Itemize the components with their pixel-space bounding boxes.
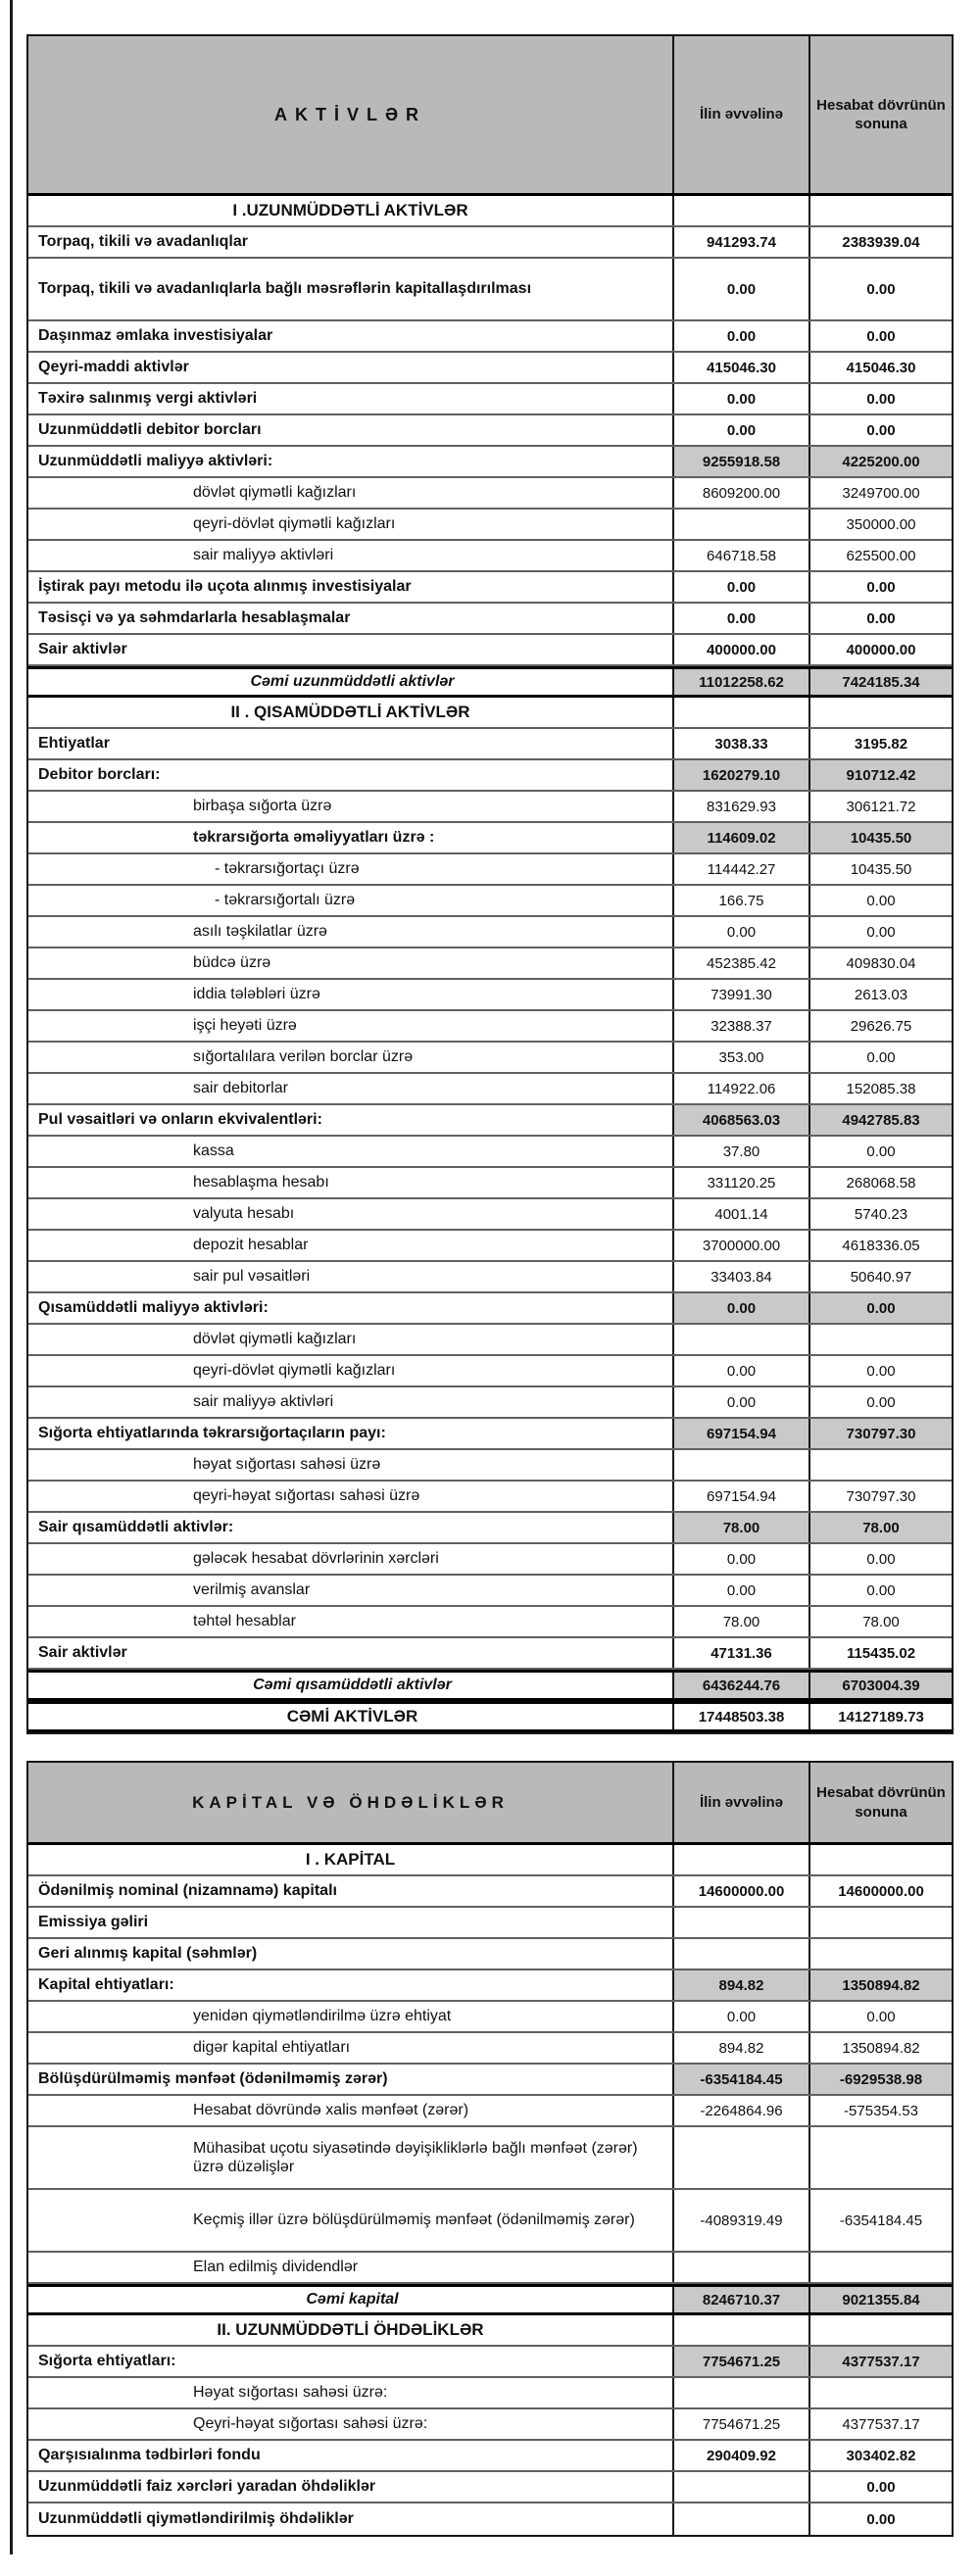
value-cell-year-start [674, 2315, 810, 2345]
value-cell-year-start: 831629.93 [674, 792, 810, 821]
table-row [28, 666, 952, 698]
row-label: digər kapital ehtiyatları [28, 2033, 674, 2063]
row-label: Emissiya gəliri [28, 1908, 674, 1937]
table-row [28, 1701, 952, 1732]
value-cell-period-end: 409830.04 [846, 954, 916, 972]
row-label: qeyri-dövlət qiymətli kağızları [28, 1356, 674, 1385]
row-label: işçi heyəti üzrə [28, 1011, 674, 1041]
row-label: Həyat sığortası sahəsi üzrə: [28, 2378, 674, 2407]
value-cell-period-end: -575354.53 [844, 2102, 918, 2119]
value-cell-year-start: 452385.42 [674, 948, 810, 978]
page-left-border-line [10, 0, 13, 2554]
value-cell-period-end: 29626.75 [850, 1017, 912, 1035]
row-label: CƏMİ AKTİVLƏR [28, 1704, 674, 1729]
equity-liabilities-table-body [28, 1845, 952, 2535]
row-label: depozit hesablar [28, 1231, 674, 1260]
table-row [28, 1908, 952, 1939]
table-row [28, 2127, 952, 2190]
value-cell-period-end: 0.00 [866, 1550, 896, 1568]
table-row [28, 353, 952, 384]
value-cell-year-start [674, 196, 810, 225]
value-cell-period-end: 14127189.73 [838, 1708, 924, 1725]
value-cell-year-start: 4001.14 [674, 1199, 810, 1229]
assets-table-title: AKTİVLƏR [28, 36, 674, 193]
value-cell-period-end: 0.00 [866, 892, 896, 909]
table-row [28, 1845, 952, 1876]
equity-liabilities-table-header-row [28, 1763, 952, 1845]
value-cell-period-end: 0.00 [866, 1393, 896, 1411]
value-cell-period-end: 50640.97 [850, 1268, 912, 1286]
table-row [28, 886, 952, 917]
row-label: Sair aktivlər [28, 635, 674, 664]
value-cell-year-start: 353.00 [674, 1043, 810, 1072]
value-cell-year-start [674, 1450, 810, 1480]
value-cell-period-end [810, 2253, 952, 2282]
value-cell-period-end: 1350894.82 [842, 2039, 920, 2057]
table-row [28, 1513, 952, 1544]
value-cell-year-start [674, 2253, 810, 2282]
assets-table-body [28, 196, 952, 1732]
table-row [28, 854, 952, 886]
value-cell-period-end: 0.00 [866, 421, 896, 439]
value-cell-period-end: 0.00 [810, 1293, 952, 1323]
table-row [28, 1325, 952, 1356]
value-cell-year-start: 331120.25 [674, 1168, 810, 1197]
table-row [28, 948, 952, 980]
table-row [28, 1043, 952, 1074]
value-cell-year-start [674, 2472, 810, 2502]
row-label: təhtəl hesablar [28, 1607, 674, 1636]
value-cell-period-end [810, 698, 952, 727]
row-label: sair maliyyə aktivləri [28, 1387, 674, 1417]
value-cell-period-end: 415046.30 [846, 359, 916, 376]
value-cell-year-start: 0.00 [674, 1293, 810, 1323]
value-cell-year-start: 697154.94 [674, 1482, 810, 1511]
value-cell-year-start: 11012258.62 [674, 669, 810, 695]
table-row [28, 1638, 952, 1670]
row-label: qeyri-dövlət qiymətli kağızları [28, 510, 674, 539]
table-row [28, 1544, 952, 1576]
value-cell-year-start: 114442.27 [674, 854, 810, 884]
value-cell-period-end: 4942785.83 [810, 1105, 952, 1135]
row-label: büdcə üzrə [28, 948, 674, 978]
value-cell-year-start: 0.00 [674, 572, 810, 602]
value-cell-period-end: 0.00 [866, 2510, 896, 2528]
value-cell-period-end: 0.00 [866, 578, 896, 596]
value-cell-period-end: 303402.82 [846, 2447, 916, 2464]
value-cell-period-end: -6354184.45 [839, 2211, 923, 2229]
table-row [28, 510, 952, 541]
row-label: Elan edilmiş dividendlər [28, 2253, 674, 2282]
value-cell-period-end: 910712.42 [810, 760, 952, 790]
value-cell-period-end: 306121.72 [846, 798, 916, 815]
value-cell-period-end: 0.00 [866, 1362, 896, 1380]
value-cell-year-start: 0.00 [674, 321, 810, 351]
row-label: Uzunmüddətli faiz xərcləri yaradan öhdəliklər [28, 2472, 674, 2502]
row-label: Qarşısıalınma tədbirləri fondu [28, 2441, 674, 2470]
value-cell-year-start [674, 2127, 810, 2188]
row-label: İştirak payı metodu ilə uçota alınmış investisiyalar [28, 572, 674, 602]
table-row [28, 2033, 952, 2065]
value-cell-year-start: 0.00 [674, 384, 810, 413]
value-cell-period-end [810, 1325, 952, 1354]
row-label: Sair qısamüddətli aktivlər: [28, 1513, 674, 1542]
row-label: I .UZUNMÜDDƏTLİ AKTİVLƏR [28, 196, 674, 225]
value-cell-period-end: 78.00 [862, 1613, 900, 1630]
row-label: sığortalılara verilən borclar üzrə [28, 1043, 674, 1072]
table-row [28, 2284, 952, 2315]
value-cell-year-start: 7754671.25 [674, 2409, 810, 2439]
table-row [28, 384, 952, 415]
table-row [28, 760, 952, 792]
equity-liabilities-table-title: KAPİTAL VƏ ÖHDƏLİKLƏR [28, 1763, 674, 1842]
value-cell-year-start: 0.00 [674, 1356, 810, 1385]
row-label: Cəmi uzunmüddətli aktivlər [28, 669, 674, 695]
value-cell-period-end: 3195.82 [854, 735, 908, 753]
row-label: dövlət qiymətli kağızları [28, 1325, 674, 1354]
table-row [28, 415, 952, 447]
row-label: Torpaq, tikili və avadanlıqlar [28, 227, 674, 257]
table-row [28, 698, 952, 729]
row-label: birbaşa sığorta üzrə [28, 792, 674, 821]
value-cell-year-start: 4068563.03 [674, 1105, 810, 1135]
value-cell-year-start: 47131.36 [674, 1638, 810, 1668]
value-cell-year-start: 697154.94 [674, 1419, 810, 1448]
table-row [28, 792, 952, 823]
value-cell-period-end [810, 2315, 952, 2345]
value-cell-period-end: 350000.00 [846, 515, 916, 533]
row-label: valyuta hesabı [28, 1199, 674, 1229]
table-row [28, 1450, 952, 1482]
table-row [28, 1482, 952, 1513]
row-label: Geri alınmış kapital (səhmlər) [28, 1939, 674, 1968]
table-row [28, 227, 952, 259]
col-header-year-start: İlin əvvəlinə [674, 36, 810, 193]
value-cell-period-end: 5740.23 [854, 1205, 908, 1223]
row-label: sair debitorlar [28, 1074, 674, 1103]
row-label: Təsisçi və ya səhmdarlarla hesablaşmalar [28, 604, 674, 633]
row-label: iddia tələbləri üzrə [28, 980, 674, 1009]
value-cell-period-end: 6703004.39 [810, 1673, 952, 1698]
value-cell-year-start: 0.00 [674, 917, 810, 947]
table-row [28, 2253, 952, 2284]
value-cell-year-start [674, 1325, 810, 1354]
table-row [28, 2503, 952, 2535]
value-cell-year-start: 8609200.00 [674, 478, 810, 508]
value-cell-year-start: 400000.00 [674, 635, 810, 664]
value-cell-year-start: 9255918.58 [674, 447, 810, 476]
value-cell-period-end [810, 196, 952, 225]
value-cell-year-start: -4089319.49 [674, 2190, 810, 2251]
table-row [28, 917, 952, 948]
value-cell-year-start: 894.82 [674, 1970, 810, 2000]
value-cell-year-start: 0.00 [674, 2002, 810, 2031]
table-row [28, 2190, 952, 2253]
value-cell-period-end [810, 2378, 952, 2407]
row-label: II. UZUNMÜDDƏTLİ ÖHDƏLİKLƏR [28, 2315, 674, 2345]
table-row [28, 478, 952, 510]
row-label: Sair aktivlər [28, 1638, 674, 1668]
value-cell-period-end: 10435.50 [810, 823, 952, 852]
row-label: verilmiş avanslar [28, 1576, 674, 1605]
table-row [28, 2002, 952, 2033]
value-cell-year-start: 7754671.25 [674, 2347, 810, 2376]
table-row [28, 1970, 952, 2002]
col-header-period-end: Hesabat dövrünün sonuna [816, 96, 946, 132]
row-label: qeyri-həyat sığortası sahəsi üzrə [28, 1482, 674, 1511]
table-row [28, 1607, 952, 1638]
value-cell-period-end: 3249700.00 [842, 484, 920, 502]
value-cell-period-end: 78.00 [810, 1513, 952, 1542]
value-cell-period-end: 1350894.82 [810, 1970, 952, 2000]
assets-table-header-row [28, 36, 952, 196]
table-row [28, 1262, 952, 1293]
table-row [28, 2065, 952, 2096]
row-label: təkrarsığorta əməliyyatları üzrə : [28, 823, 674, 852]
row-label: Qeyri-həyat sığortası sahəsi üzrə: [28, 2409, 674, 2439]
value-cell-period-end: 152085.38 [846, 1080, 916, 1097]
value-cell-year-start: 1620279.10 [674, 760, 810, 790]
table-row [28, 1199, 952, 1231]
table-row [28, 635, 952, 666]
row-label: Mühasibat uçotu siyasətində dəyişikliklərlə bağlı mənfəət (zərər) üzrə düzəlişlər [28, 2127, 674, 2188]
row-label: - təkrarsığortalı üzrə [28, 886, 674, 915]
value-cell-year-start: 415046.30 [674, 353, 810, 382]
value-cell-year-start: 0.00 [674, 259, 810, 319]
table-row [28, 2096, 952, 2127]
row-label: Cəmi qısamüddətli aktivlər [28, 1673, 674, 1698]
row-label: Torpaq, tikili və avadanlıqlarla bağlı məsrəflərin kapitallaşdırılması [28, 259, 674, 319]
value-cell-year-start: 941293.74 [674, 227, 810, 257]
value-cell-year-start: 290409.92 [674, 2441, 810, 2470]
value-cell-year-start: 114609.02 [674, 823, 810, 852]
value-cell-year-start: 0.00 [674, 1387, 810, 1417]
value-cell-period-end [810, 1845, 952, 1874]
value-cell-year-start [674, 2378, 810, 2407]
value-cell-period-end [810, 1939, 952, 1968]
value-cell-period-end: 115435.02 [846, 1644, 916, 1662]
row-label: gələcək hesabat dövrlərinin xərcləri [28, 1544, 674, 1574]
value-cell-year-start: 8246710.37 [674, 2287, 810, 2312]
value-cell-year-start: 78.00 [674, 1513, 810, 1542]
value-cell-year-start: 166.75 [674, 886, 810, 915]
table-row [28, 1356, 952, 1387]
value-cell-year-start: 37.80 [674, 1137, 810, 1166]
value-cell-period-end: 4618336.05 [842, 1237, 920, 1254]
value-cell-year-start [674, 1845, 810, 1874]
value-cell-period-end: 0.00 [866, 1581, 896, 1599]
row-label: Uzunmüddətli maliyyə aktivləri: [28, 447, 674, 476]
value-cell-year-start: 0.00 [674, 1544, 810, 1574]
row-label: Uzunmüddətli debitor borcları [28, 415, 674, 445]
table-row [28, 1231, 952, 1262]
row-label: Təxirə salınmış vergi aktivləri [28, 384, 674, 413]
value-cell-period-end [810, 1908, 952, 1937]
row-label: Sığorta ehtiyatlarında təkrarsığortaçıların payı: [28, 1419, 674, 1448]
assets-table [26, 34, 954, 1734]
row-label: Cəmi kapital [28, 2287, 674, 2312]
row-label: sair pul vəsaitləri [28, 1262, 674, 1291]
table-row [28, 1137, 952, 1168]
value-cell-year-start: 0.00 [674, 1576, 810, 1605]
table-row [28, 1939, 952, 1970]
value-cell-year-start: 646718.58 [674, 541, 810, 570]
table-row [28, 1387, 952, 1419]
table-row [28, 447, 952, 478]
value-cell-period-end: 9021355.84 [810, 2287, 952, 2312]
table-row [28, 1419, 952, 1450]
value-cell-period-end: 0.00 [866, 609, 896, 627]
row-label: Ehtiyatlar [28, 729, 674, 758]
value-cell-period-end [810, 1450, 952, 1480]
col-header-year-start: İlin əvvəlinə [674, 1763, 810, 1842]
value-cell-year-start: 73991.30 [674, 980, 810, 1009]
value-cell-period-end: 400000.00 [846, 641, 916, 658]
value-cell-period-end: 14600000.00 [838, 1882, 924, 1900]
value-cell-period-end: 10435.50 [850, 860, 912, 878]
value-cell-year-start: 0.00 [674, 604, 810, 633]
value-cell-year-start: 3038.33 [674, 729, 810, 758]
value-cell-year-start: 33403.84 [674, 1262, 810, 1291]
table-row [28, 1011, 952, 1043]
table-row [28, 1105, 952, 1137]
row-label: Hesabat dövründə xalis mənfəət (zərər) [28, 2096, 674, 2125]
value-cell-period-end: 625500.00 [846, 547, 916, 564]
table-row [28, 2315, 952, 2347]
value-cell-period-end: 730797.30 [810, 1419, 952, 1448]
table-row [28, 1074, 952, 1105]
value-cell-year-start: 14600000.00 [674, 1876, 810, 1906]
equity-liabilities-table [26, 1761, 954, 2537]
value-cell-year-start: 17448503.38 [674, 1704, 810, 1729]
row-label: kassa [28, 1137, 674, 1166]
value-cell-year-start [674, 698, 810, 727]
table-row [28, 2378, 952, 2409]
value-cell-year-start [674, 2503, 810, 2535]
row-label: Daşınmaz əmlaka investisiyalar [28, 321, 674, 351]
table-row [28, 1576, 952, 1607]
value-cell-year-start: 32388.37 [674, 1011, 810, 1041]
table-row [28, 1293, 952, 1325]
value-cell-period-end: 268068.58 [846, 1174, 916, 1191]
col-header-period-end: Hesabat dövrünün sonuna [816, 1784, 946, 1821]
value-cell-period-end: 730797.30 [846, 1487, 916, 1505]
table-row [28, 572, 952, 604]
value-cell-period-end: 4377537.17 [842, 2415, 920, 2433]
table-row [28, 2472, 952, 2503]
table-row [28, 729, 952, 760]
table-row [28, 2409, 952, 2441]
value-cell-year-start: 78.00 [674, 1607, 810, 1636]
row-label: Uzunmüddətli qiymətləndirilmiş öhdəliklər [28, 2503, 674, 2535]
value-cell-period-end: 0.00 [866, 1142, 896, 1160]
table-row [28, 980, 952, 1011]
table-row [28, 2347, 952, 2378]
value-cell-period-end [810, 2127, 952, 2188]
table-row [28, 1670, 952, 1701]
row-label: Debitor borcları: [28, 760, 674, 790]
table-row [28, 823, 952, 854]
row-label: Pul vəsaitləri və onların ekvivalentləri: [28, 1105, 674, 1135]
value-cell-year-start: -6354184.45 [674, 2065, 810, 2094]
row-label: II . QISAMÜDDƏTLİ AKTİVLƏR [28, 698, 674, 727]
table-row [28, 1168, 952, 1199]
value-cell-period-end: 2613.03 [854, 986, 908, 1003]
value-cell-period-end: 4377537.17 [810, 2347, 952, 2376]
value-cell-period-end: 0.00 [866, 2008, 896, 2025]
value-cell-year-start: 6436244.76 [674, 1673, 810, 1698]
value-cell-period-end: 0.00 [866, 2478, 896, 2496]
value-cell-year-start [674, 510, 810, 539]
value-cell-period-end: 0.00 [866, 923, 896, 941]
value-cell-period-end: 0.00 [866, 280, 896, 298]
row-label: həyat sığortası sahəsi üzrə [28, 1450, 674, 1480]
value-cell-year-start: -2264864.96 [674, 2096, 810, 2125]
value-cell-period-end: -6929538.98 [810, 2065, 952, 2094]
value-cell-period-end: 7424185.34 [810, 669, 952, 695]
value-cell-period-end: 2383939.04 [842, 233, 920, 251]
value-cell-year-start: 894.82 [674, 2033, 810, 2063]
table-row [28, 604, 952, 635]
row-label: Sığorta ehtiyatları: [28, 2347, 674, 2376]
row-label: I . KAPİTAL [28, 1845, 674, 1874]
value-cell-period-end: 0.00 [866, 390, 896, 408]
row-label: asılı təşkilatlar üzrə [28, 917, 674, 947]
table-row [28, 2441, 952, 2472]
value-cell-year-start: 0.00 [674, 415, 810, 445]
table-row [28, 1876, 952, 1908]
value-cell-year-start [674, 1908, 810, 1937]
value-cell-year-start [674, 1939, 810, 1968]
row-label: - təkrarsığortaçı üzrə [28, 854, 674, 884]
row-label: Ödənilmiş nominal (nizamnamə) kapitalı [28, 1876, 674, 1906]
table-row [28, 541, 952, 572]
row-label: Qeyri-maddi aktivlər [28, 353, 674, 382]
row-label: sair maliyyə aktivləri [28, 541, 674, 570]
value-cell-period-end: 0.00 [866, 1048, 896, 1066]
table-row [28, 259, 952, 321]
row-label: yenidən qiymətləndirilmə üzrə ehtiyat [28, 2002, 674, 2031]
row-label: Qısamüddətli maliyyə aktivləri: [28, 1293, 674, 1323]
value-cell-year-start: 3700000.00 [674, 1231, 810, 1260]
value-cell-period-end: 4225200.00 [810, 447, 952, 476]
row-label: Kapital ehtiyatları: [28, 1970, 674, 2000]
value-cell-period-end: 0.00 [866, 327, 896, 345]
row-label: hesablaşma hesabı [28, 1168, 674, 1197]
table-row [28, 196, 952, 227]
value-cell-year-start: 114922.06 [674, 1074, 810, 1103]
row-label: Keçmiş illər üzrə bölüşdürülməmiş mənfəət (ödənilməmiş zərər) [28, 2190, 674, 2251]
row-label: Bölüşdürülməmiş mənfəət (ödənilməmiş zərər) [28, 2065, 674, 2094]
table-row [28, 321, 952, 353]
row-label: dövlət qiymətli kağızları [28, 478, 674, 508]
